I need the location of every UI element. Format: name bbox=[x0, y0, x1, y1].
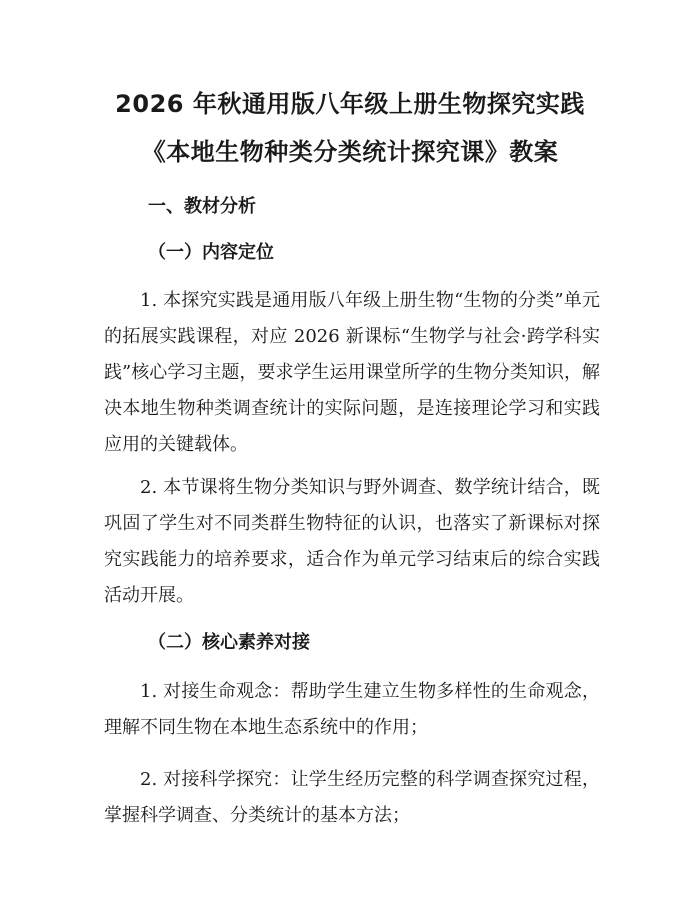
paragraph-1: 1. 本探究实践是通用版八年级上册生物“生物的分类”单元的拓展实践课程，对应 2026 新课标“生物学与社会·跨学科实践”核心学习主题，要求学生运用课堂所学的生物分类知识，解决本地生物种类调查统计的实际问题，是连接理论学习和实践应用的关键载体。 bbox=[104, 290, 600, 455]
section-heading-textbook-analysis: 一、教材分析 bbox=[148, 196, 256, 217]
subsection-heading-core-literacy: （二）核心素养对接 bbox=[148, 632, 310, 653]
paragraph-2: 2. 本节课将生物分类知识与野外调查、数学统计结合，既巩固了学生对不同类群生物特征的认识，也落实了新课标对探究实践能力的培养要求，适合作为单元学习结束后的综合实践活动开展。 bbox=[104, 477, 600, 606]
subsection-heading-content-positioning: （一）内容定位 bbox=[148, 242, 274, 263]
paragraph-4: 2. 对接科学探究：让学生经历完整的科学调查探究过程，掌握科学调查、分类统计的基本方法； bbox=[104, 769, 600, 826]
document-title-line-2: 《本地生物种类分类统计探究课》教案 bbox=[141, 138, 559, 166]
paragraph-3: 1. 对接生命观念：帮助学生建立生物多样性的生命观念，理解不同生物在本地生态系统中的作用； bbox=[104, 681, 600, 738]
document-title-line-1: 2026 年秋通用版八年级上册生物探究实践 bbox=[115, 90, 585, 118]
